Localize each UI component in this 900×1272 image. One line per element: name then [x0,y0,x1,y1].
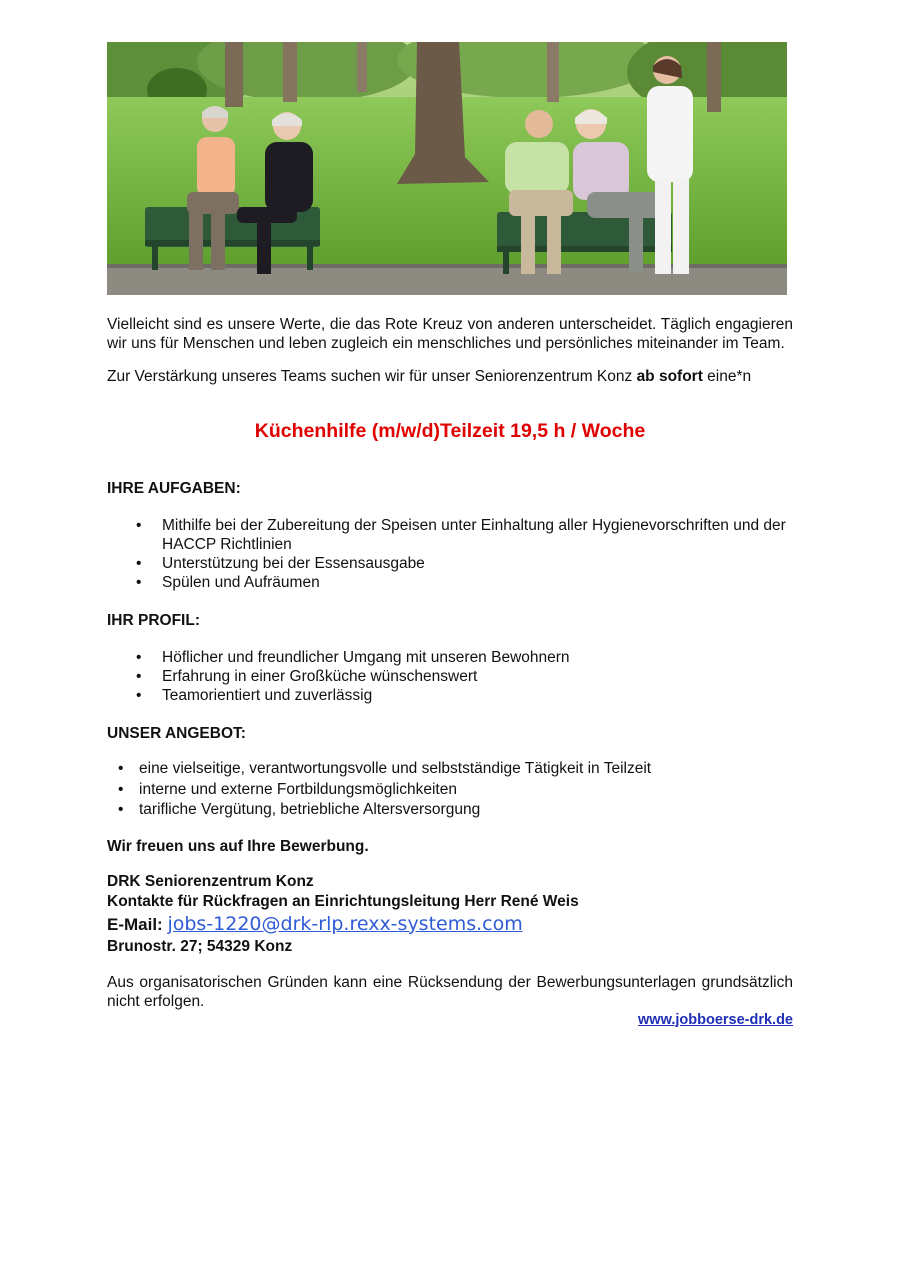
return-note: Aus organisatorischen Gründen kann eine Rücksendung der Bewerbungsunterlagen grundsätzlich nicht erfolgen. [107,973,793,1010]
list-item-text: eine vielseitige, verantwortungsvolle und selbstständige Tätigkeit in Teilzeit [139,760,652,777]
header-photo [107,42,787,295]
intro-paragraph: Vielleicht sind es unsere Werte, die das Rote Kreuz von anderen unterscheidet. Täglich engagieren wir uns für Menschen und leben zugleich ein menschliches und persönliches miteinander im Team. [107,316,793,352]
address: Brunostr. 27; 54329 Konz [107,937,293,955]
list-item-text: Erfahrung in einer Großküche wünschenswert [162,668,478,685]
bullet-icon: • [118,801,124,818]
list-item [136,516,793,554]
website-link[interactable]: www.jobboerse-drk.de [638,1011,793,1028]
list-item [136,648,793,667]
email-row [107,912,793,937]
offer-heading: UNSER ANGEBOT: [107,725,246,742]
list-item [136,573,793,592]
profile-heading: IHR PROFIL: [107,612,200,629]
list-item-text: Mithilfe bei der Zubereitung der Speisen unter Einhaltung aller Hygienevorschriften und der HACCP Richtlinien [162,517,786,553]
list-item [118,759,793,780]
closing-line: Wir freuen uns auf Ihre Bewerbung. [107,837,369,855]
list-item-text: interne und externe Fortbildungsmöglichkeiten [139,780,457,798]
offer-list [107,759,793,821]
list-item-text: Teamorientiert und zuverlässig [162,687,373,704]
search-text: Zur Verstärkung unseres Teams suchen wir für unser Seniorenzentrum Konz [107,368,637,385]
start-date: ab sofort [636,368,703,385]
list-item-text: Höflicher und freundlicher Umgang mit unseren Bewohnern [162,649,570,666]
list-item [118,780,793,801]
email-link[interactable]: jobs-1220@drk-rlp.rexx-systems.com [167,912,523,935]
tasks-list [107,516,793,592]
bullet-icon: • [136,517,142,534]
org-name: DRK Seniorenzentrum Konz [107,872,314,890]
bullet-icon: • [118,780,124,798]
list-item-text: Unterstützung bei der Essensausgabe [162,555,425,572]
bullet-icon: • [136,555,142,572]
bullet-icon: • [136,668,142,685]
job-posting-page [107,42,793,1029]
list-item [118,800,793,821]
job-title: Küchenhilfe (m/w/d)Teilzeit 19,5 h / Woche [254,420,646,442]
contact-person: Kontakte für Rückfragen an Einrichtungsleitung Herr René Weis [107,892,579,910]
list-item-text: tarifliche Vergütung, betriebliche Altersversorgung [139,801,481,818]
list-item [136,686,793,705]
profile-list [107,648,793,705]
tasks-heading: IHRE AUFGABEN: [107,480,241,497]
bullet-icon: • [136,687,142,704]
bullet-icon: • [118,760,124,777]
list-item [136,667,793,686]
search-paragraph [107,367,793,386]
list-item-text: Spülen und Aufräumen [162,574,320,591]
email-label: E-Mail: [107,914,168,934]
list-item [136,554,793,573]
bullet-icon: • [136,574,142,591]
bullet-icon: • [136,649,142,666]
contact-block [107,872,793,957]
website-row [107,1011,793,1029]
search-tail: eine*n [702,368,752,385]
